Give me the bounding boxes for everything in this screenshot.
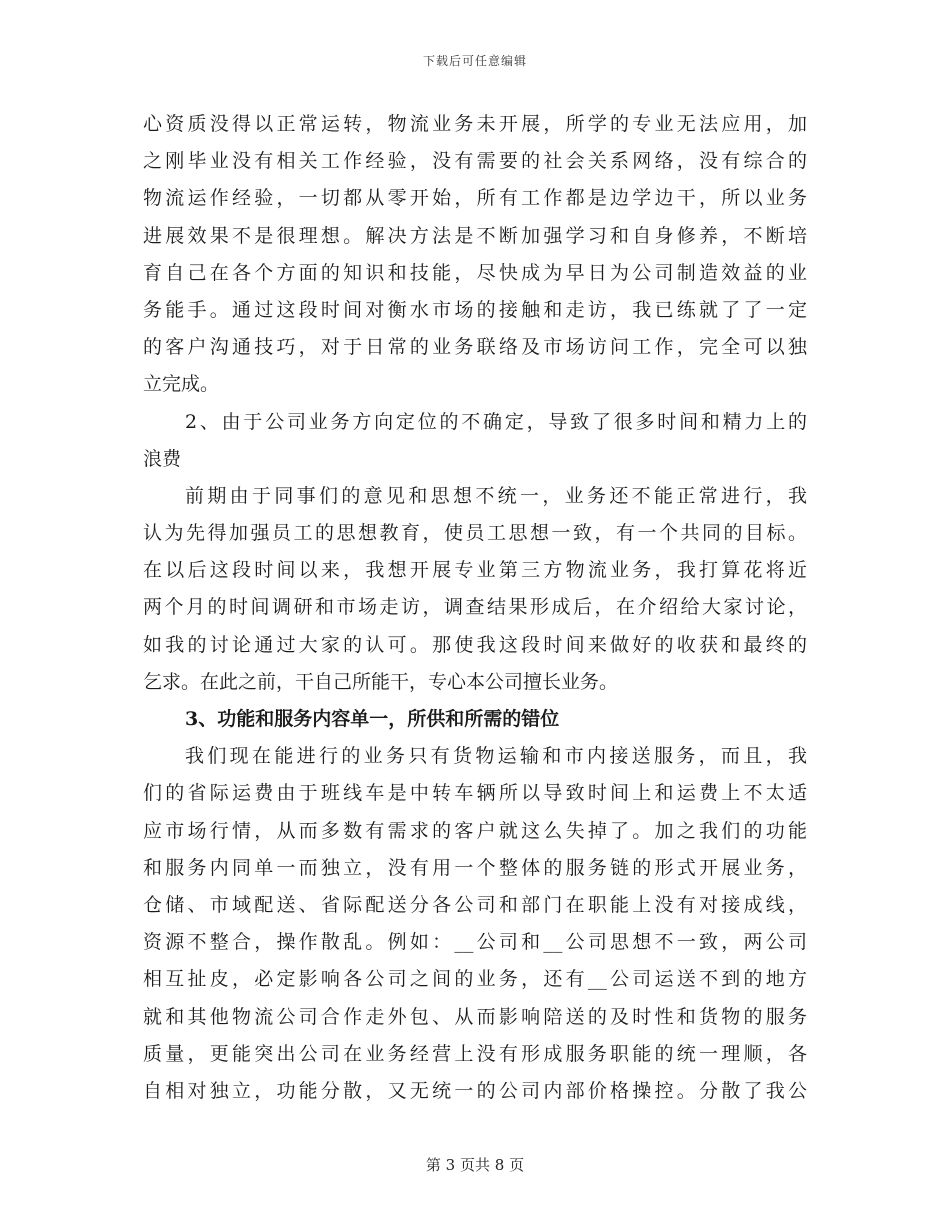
paragraph-line: 乞求。在此之前，干自己所能干，专心本公司擅长业务。 xyxy=(143,670,619,693)
paragraph-line: 前期由于同事们的意见和思想不统一，业务还不能正常进行，我 xyxy=(185,484,807,507)
paragraph-line: 务能手。通过这段时间对衡水市场的接触和走访，我已练就了了一定 xyxy=(143,298,807,321)
paragraph-line: 资源不整合，操作散乱。例如：__公司和__公司思想不一致，两公司 xyxy=(143,931,807,954)
page-footer: 第 3 页共 8 页 xyxy=(425,1156,525,1174)
paragraph-line: 立完成。 xyxy=(143,373,220,396)
paragraph-line: 自相对独立，功能分散，又无统一的公司内部价格操控。分散了我公 xyxy=(143,1079,807,1102)
paragraph-line: 认为先得加强员工的思想教育，使员工思想一致，有一个共同的目标。 xyxy=(143,522,807,545)
paragraph-line: 的客户沟通技巧，对于日常的业务联络及市场访问工作，完全可以独 xyxy=(143,336,807,359)
paragraph-line: 浪费 xyxy=(143,447,182,470)
paragraph-line: 两个月的时间调研和市场走访，调查结果形成后，在介绍给大家讨论， xyxy=(143,596,807,619)
paragraph-line: 质量，更能突出公司在业务经营上没有形成服务职能的统一理顺，各 xyxy=(143,1042,807,1065)
paragraph-line: 相互扯皮，必定影响各公司之间的业务，还有__公司运送不到的地方 xyxy=(143,968,807,991)
paragraph-line: 们的省际运费由于班线车是中转车辆所以导致时间上和运费上不太适 xyxy=(143,782,807,805)
paragraph-line: 之刚毕业没有相关工作经验，没有需要的社会关系网络，没有综合的 xyxy=(143,150,807,173)
document-body xyxy=(143,106,807,1110)
paragraph-line: 应市场行情，从而多数有需求的客户就这么失掉了。加之我们的功能 xyxy=(143,819,807,842)
paragraph-line: 物流运作经验，一切都从零开始，所有工作都是边学边干，所以业务 xyxy=(143,187,807,210)
paragraph-line: 就和其他物流公司合作走外包、从而影响陪送的及时性和货物的服务 xyxy=(143,1005,807,1028)
paragraph-line: 我们现在能进行的业务只有货物运输和市内接送服务，而且，我 xyxy=(185,745,807,768)
paragraph-line: 在以后这段时间以来，我想开展专业第三方物流业务，我打算花将近 xyxy=(143,559,807,582)
paragraph-line: 心资质没得以正常运转，物流业务未开展，所学的专业无法应用，加 xyxy=(143,113,807,135)
paragraph-line: 如我的讨论通过大家的认可。那使我这段时间来做好的收获和最终的 xyxy=(143,633,807,656)
paragraph-line: 和服务内同单一而独立，没有用一个整体的服务链的形式开展业务， xyxy=(143,856,807,879)
paragraph-line: 仓储、市域配送、省际配送分各公司和部门在职能上没有对接成线， xyxy=(143,893,807,916)
paragraph-line: 育自己在各个方面的知识和技能，尽快成为早日为公司制造效益的业 xyxy=(143,261,807,284)
paragraph-line: 进展效果不是很理想。解决方法是不断加强学习和自身修养，不断培 xyxy=(143,224,807,247)
paragraph-line: 2、由于公司业务方向定位的不确定，导致了很多时间和精力上的 xyxy=(185,410,807,433)
section-heading: 3、功能和服务内容单一，所供和所需的错位 xyxy=(185,708,560,730)
page-header: 下载后可任意编辑 xyxy=(422,54,527,68)
